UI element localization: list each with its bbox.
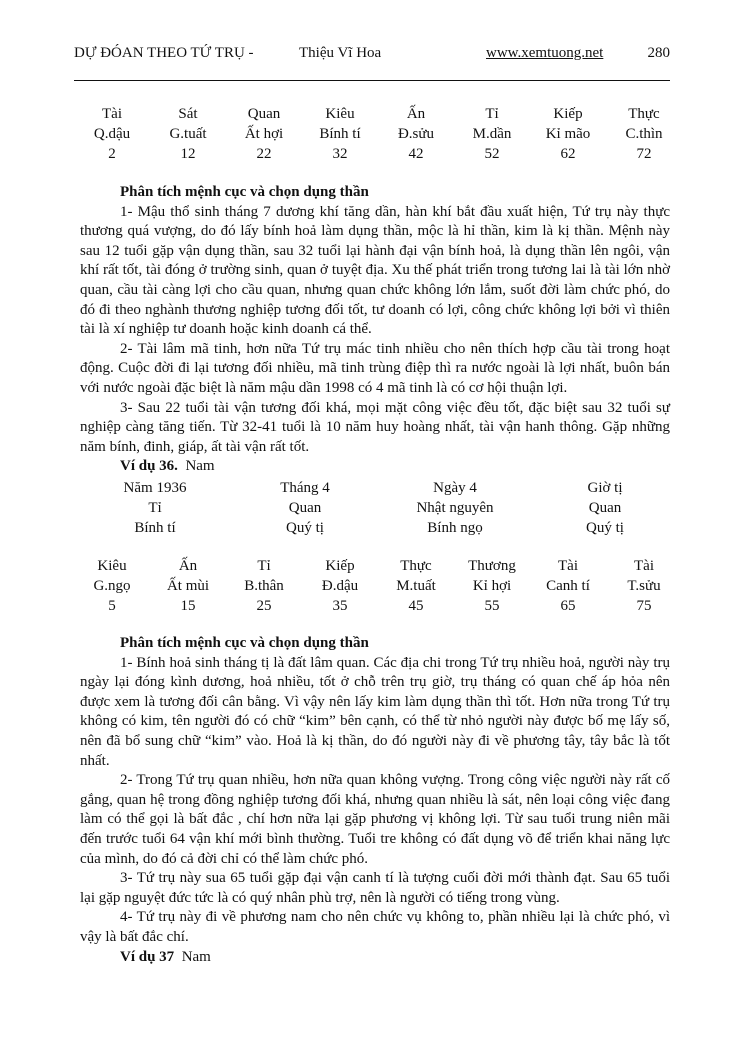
table-cell-pillar: Q.dậu — [93, 126, 131, 142]
pillar-title: Tháng 4 — [280, 480, 330, 496]
pillar-star: Quan — [288, 500, 322, 516]
table-cell-star: Tỉ — [257, 558, 271, 574]
pillar-stem-branch: Bính tí — [134, 520, 176, 536]
luck-pillars-table-2 — [74, 556, 682, 616]
table-cell-star: Tài — [558, 558, 578, 574]
table-cell-age: 5 — [108, 598, 116, 614]
analysis-section-2 — [80, 634, 670, 967]
pillar-star: Quan — [588, 500, 622, 516]
table-cell-star: Thực — [400, 558, 432, 574]
table-cell-pillar: Kỉ mão — [545, 126, 591, 142]
table-cell-star: Sát — [178, 106, 198, 122]
author-name: Thiệu Vĩ Hoa — [299, 45, 382, 61]
table-cell-pillar: Kỉ hợi — [472, 578, 512, 594]
table-cell-pillar: M.tuất — [396, 578, 436, 594]
example-37-heading — [80, 948, 670, 968]
table-cell-pillar: T.sửu — [627, 578, 661, 594]
table-cell-pillar: Canh tí — [546, 578, 590, 594]
table-cell-pillar: B.thân — [244, 578, 284, 594]
table-cell-age: 45 — [408, 598, 424, 614]
table-cell-star: Tài — [102, 106, 122, 122]
header-divider — [74, 80, 670, 81]
pillar-star: Nhật nguyên — [416, 500, 494, 516]
table-cell-age: 72 — [636, 146, 652, 162]
table-cell-pillar: Ất mùi — [166, 578, 210, 594]
paragraph: 3- Tứ trụ này sua 65 tuổi gặp đại vận canh tí là tượng cuối đời mới thành đạt. Sau 65 tuổi lại gặp nguyệt đức tức là có quý nhân phù trợ, nên là người có tiếng trong vùng. — [80, 870, 670, 906]
example-gender: Nam — [181, 948, 211, 965]
example-label: Ví dụ 36. — [120, 458, 178, 475]
paragraph: 2- Tài lâm mã tinh, hơn nữa Tứ trụ mác tinh nhiều cho nên thích hợp cầu tài trong hoạt động. Cuộc đời đi lại tương đối nhiều, mã tinh trùng điệp thì ra nước ngoài là lợi nhất, buôn bán với nước ngoài đặc biệt là năm mậu dần 1998 có 4 mã tinh là có cơ hội thuận lợi. — [80, 340, 670, 396]
table-cell-pillar: Đ.sửu — [397, 126, 435, 142]
table-cell-pillar: G.tuất — [169, 126, 207, 142]
table-cell-age: 25 — [256, 598, 272, 614]
table-cell-star: Tài — [634, 558, 654, 574]
pillar-title: Ngày 4 — [433, 480, 477, 496]
table-cell-age: 55 — [484, 598, 500, 614]
paragraph: 2- Trong Tứ trụ quan nhiều, hơn nữa quan không vượng. Trong công việc người này rất cố gắng, quan hệ trong đồng nghiệp tương đối khá, nhưng quan nhiều là sát, nên loại công việc đang làm có thể gọi là bất đắc , chí hơn nữa lại gặp phương vị không lợi. Từ sau tuổi trung niên mãi đến trước tuổi 64 vận khí mới bình thường. Tuổi tre không có đất dụng võ để triển khai năng lực của mình, do đó cả đời chỉ có thể làm chức phó. — [80, 772, 670, 867]
example-36-heading — [80, 457, 670, 477]
luck-pillars-table-1 — [74, 104, 682, 164]
four-pillars-table — [80, 478, 680, 538]
table-cell-pillar: M.dần — [472, 126, 512, 142]
table-cell-star: Ấn — [406, 106, 426, 122]
table-cell-pillar: Ất hợi — [244, 126, 284, 142]
section-heading: Phân tích mệnh cục và chọn dụng thần — [120, 184, 369, 200]
pillar-stem-branch: Quý tị — [286, 520, 324, 536]
table-cell-star: Quan — [247, 106, 281, 122]
section-heading: Phân tích mệnh cục và chọn dụng thần — [120, 635, 369, 651]
table-cell-age: 65 — [560, 598, 576, 614]
table-cell-star: Ấn — [178, 558, 198, 574]
pillar-star: Tỉ — [148, 500, 162, 516]
table-cell-star: Thương — [468, 558, 516, 574]
analysis-section-1 — [80, 183, 670, 477]
example-gender: Nam — [185, 458, 215, 475]
table-cell-age: 15 — [180, 598, 196, 614]
pillar-stem-branch: Quý tị — [586, 520, 624, 536]
page-header — [74, 45, 670, 69]
table-cell-age: 22 — [256, 146, 272, 162]
table-cell-age: 62 — [560, 146, 576, 162]
table-cell-star: Kiêu — [325, 106, 355, 122]
table-cell-pillar: C.thìn — [625, 126, 663, 142]
table-cell-pillar: Đ.dậu — [321, 578, 359, 594]
table-cell-age: 12 — [180, 146, 196, 162]
page-number: 280 — [647, 45, 670, 61]
pillar-title: Năm 1936 — [123, 480, 187, 496]
book-title: DỰ ĐÓAN THEO TỨ TRỤ - — [74, 45, 254, 61]
table-cell-age: 52 — [484, 146, 500, 162]
table-cell-star: Kiếp — [325, 558, 355, 574]
table-cell-star: Thực — [628, 106, 660, 122]
table-cell-age: 35 — [332, 598, 348, 614]
table-cell-age: 75 — [636, 598, 652, 614]
paragraph: 1- Bính hoả sinh tháng tị là đất lâm quan. Các địa chi trong Tứ trụ nhiều hoả, người này trụ ngày lại đóng kình dương, hoả nhiều, tốt ở chỗ trên trụ giờ, trụ tháng có quan chế áp hỏa nên được xem là tương đối cân bằng. Vì vậy nên lấy kim làm dụng thần thì tốt. Hơn nữa trong Tứ trụ không có kim, tên người đó có chữ “kim” bên cạnh, có thể từ nhỏ người này được bố mẹ lấy số, nên đã bổ sung chữ “kim” vào. Hoả là kị thần, do đó người này đi về phương tây, tây bắc là tốt nhất. — [80, 654, 670, 769]
table-cell-star: Kiếp — [553, 106, 583, 122]
table-cell-age: 32 — [332, 146, 348, 162]
paragraph: 1- Mậu thổ sinh tháng 7 dương khí tăng dần, hàn khí bắt đầu xuất hiện, Tứ trụ này thực thương quá vượng, do đó lấy bính hoả làm dụng thần, mộc là hỉ thần, kim là kị thần. Mệnh này sau 12 tuổi gặp vận dụng thần, sau 32 tuổi lại hành đại vận bính hoả, là dụng thần lên ngôi, vận khí rất tốt, tài đóng ở trường sinh, quan ở tuyệt địa. Xu thế phát triển trong tương lai là tài lớn nhờ quan, cầu tài càng lợi cho cầu quan, nhưng quan chức không lớn lắm, suốt đời làm chức phó, do đó đi theo nghành thương nghiệp tương đối tốt, tư doanh có lợi, công chức không lợi bởi vì thiên tài là xí nghiệp tư doanh hoặc kinh doanh cá thể. — [80, 203, 670, 338]
table-cell-pillar: G.ngọ — [93, 578, 131, 594]
website-link[interactable]: www.xemtuong.net — [486, 45, 604, 61]
pillar-title: Giờ tị — [587, 480, 623, 496]
table-cell-star: Kiêu — [97, 558, 127, 574]
paragraph: 3- Sau 22 tuổi tài vận tương đối khá, mọi mặt công việc đều tốt, đặc biệt sau 32 tuổi sự nghiệp càng tăng tiến. Từ 32-41 tuổi là 10 năm huy hoàng nhất, tài vận hanh thông. Gặp những năm bính, đinh, giáp, ất tài vận rất tốt. — [80, 399, 670, 455]
table-cell-age: 2 — [108, 146, 116, 162]
table-cell-star: Tỉ — [485, 106, 499, 122]
pillar-stem-branch: Bính ngọ — [427, 520, 483, 536]
paragraph: 4- Tứ trụ này đi về phương nam cho nên chức vụ không to, phần nhiều lại là chức phó, vì vậy là bất đắc chí. — [80, 909, 670, 945]
table-cell-pillar: Bính tí — [319, 126, 361, 142]
example-label: Ví dụ 37 — [120, 948, 175, 965]
table-cell-age: 42 — [408, 146, 424, 162]
